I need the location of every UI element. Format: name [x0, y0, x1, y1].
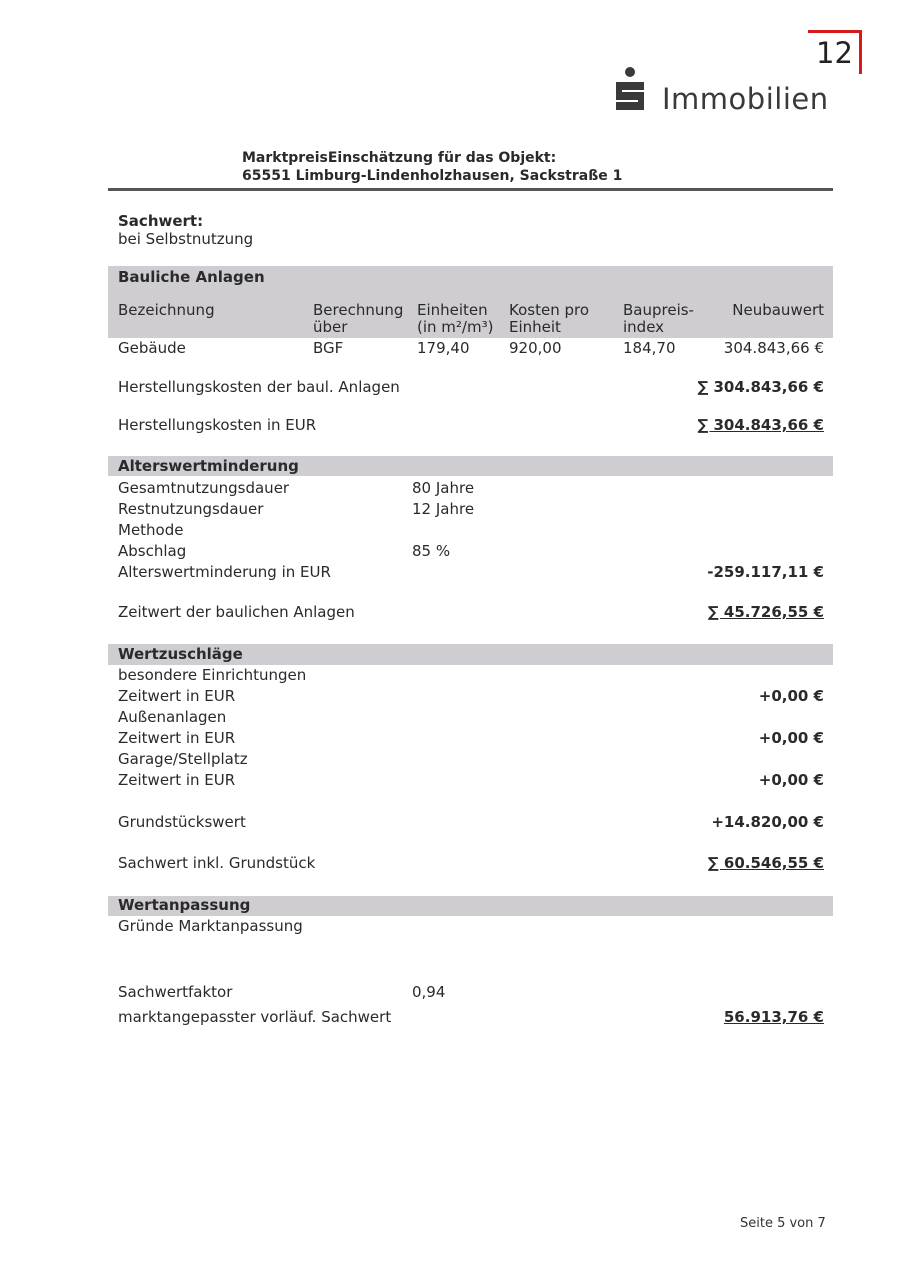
sachwert-title: Sachwert: [118, 212, 204, 230]
col-einheiten: Einheiten [417, 301, 488, 319]
property-address: 65551 Limburg-Lindenholzhausen, Sackstraße 1 [242, 168, 623, 184]
restnutzungsdauer-value: 12 Jahre [412, 500, 475, 518]
row-kosten: 920,00 [509, 339, 562, 357]
bauliche-anlagen-title: Bauliche Anlagen [118, 268, 265, 286]
col-bezeichnung: Bezeichnung [118, 301, 215, 319]
row-einheiten: 179,40 [417, 339, 470, 357]
zeitwert-2-label: Zeitwert in EUR [118, 729, 236, 747]
sparkasse-logo-icon [612, 66, 648, 114]
gesamtnutzungsdauer-value: 80 Jahre [412, 479, 475, 497]
zeitwert-bauliche-label: Zeitwert der baulichen Anlagen [118, 603, 355, 621]
zeitwert-2-value: +0,00 € [758, 729, 824, 747]
col-berechnung: Berechnung [313, 301, 404, 319]
grundstueckswert-label: Grundstückswert [118, 813, 246, 831]
sachwertfaktor-label: Sachwertfaktor [118, 983, 233, 1001]
row-baupreis: 184,70 [623, 339, 676, 357]
page-footer: Seite 5 von 7 [740, 1216, 826, 1231]
abschlag-value: 85 % [412, 542, 451, 560]
page-number: 12 [816, 36, 853, 70]
row-berechnung: BGF [313, 339, 344, 357]
sachwertfaktor-value: 0,94 [412, 983, 446, 1001]
abschlag-label: Abschlag [118, 542, 187, 560]
zeitwert-3-value: +0,00 € [758, 771, 824, 789]
wertzuschlaege-title: Wertzuschläge [118, 645, 243, 663]
row-neubauwert: 304.843,66 € [723, 339, 824, 357]
restnutzungsdauer-label: Restnutzungsdauer [118, 500, 264, 518]
vorlaeufiger-sachwert-value: 56.913,76 € [723, 1008, 824, 1026]
zeitwert-1-label: Zeitwert in EUR [118, 687, 236, 705]
besondere-einrichtungen-label: besondere Einrichtungen [118, 666, 307, 684]
sachwert-inkl-value: ∑ 60.546,55 € [707, 854, 824, 872]
alterswertminderung-title: Alterswertminderung [118, 457, 299, 475]
col-einheiten-2: (in m²/m³) [417, 318, 494, 336]
zeitwert-1-value: +0,00 € [758, 687, 824, 705]
methode-label: Methode [118, 521, 184, 539]
herstellungskosten-value: ∑ 304.843,66 € [697, 378, 824, 396]
zeitwert-3-label: Zeitwert in EUR [118, 771, 236, 789]
alterswertminderung-eur-label: Alterswertminderung in EUR [118, 563, 331, 581]
col-berechnung-2: über [313, 318, 348, 336]
document-title: MarktpreisEinschätzung für das Objekt: [242, 150, 557, 166]
col-neubauwert: Neubauwert [732, 301, 824, 319]
aussenanlagen-label: Außenanlagen [118, 708, 227, 726]
gesamtnutzungsdauer-label: Gesamtnutzungsdauer [118, 479, 290, 497]
col-baupreis: Baupreis- [623, 301, 694, 319]
herstellungskosten-label: Herstellungskosten der baul. Anlagen [118, 378, 400, 396]
alterswertminderung-eur-value: -259.117,11 € [707, 563, 824, 581]
row-bezeichnung: Gebäude [118, 339, 186, 357]
col-kosten-2: Einheit [509, 318, 561, 336]
vorlaeufiger-sachwert-label: marktangepasster vorläuf. Sachwert [118, 1008, 392, 1026]
sachwert-inkl-label: Sachwert inkl. Grundstück [118, 854, 316, 872]
gruende-marktanpassung-label: Gründe Marktanpassung [118, 917, 303, 935]
header-divider [108, 188, 833, 191]
herstellungskosten-eur-label: Herstellungskosten in EUR [118, 416, 317, 434]
sachwert-subtitle: bei Selbstnutzung [118, 230, 254, 248]
logo-text: Immobilien [662, 82, 829, 116]
grundstueckswert-value: +14.820,00 € [711, 813, 824, 831]
garage-stellplatz-label: Garage/Stellplatz [118, 750, 248, 768]
col-kosten: Kosten pro [509, 301, 590, 319]
col-baupreis-2: index [623, 318, 665, 336]
zeitwert-bauliche-value: ∑ 45.726,55 € [707, 603, 824, 621]
herstellungskosten-eur-value: ∑ 304.843,66 € [697, 416, 824, 434]
wertanpassung-title: Wertanpassung [118, 896, 251, 914]
